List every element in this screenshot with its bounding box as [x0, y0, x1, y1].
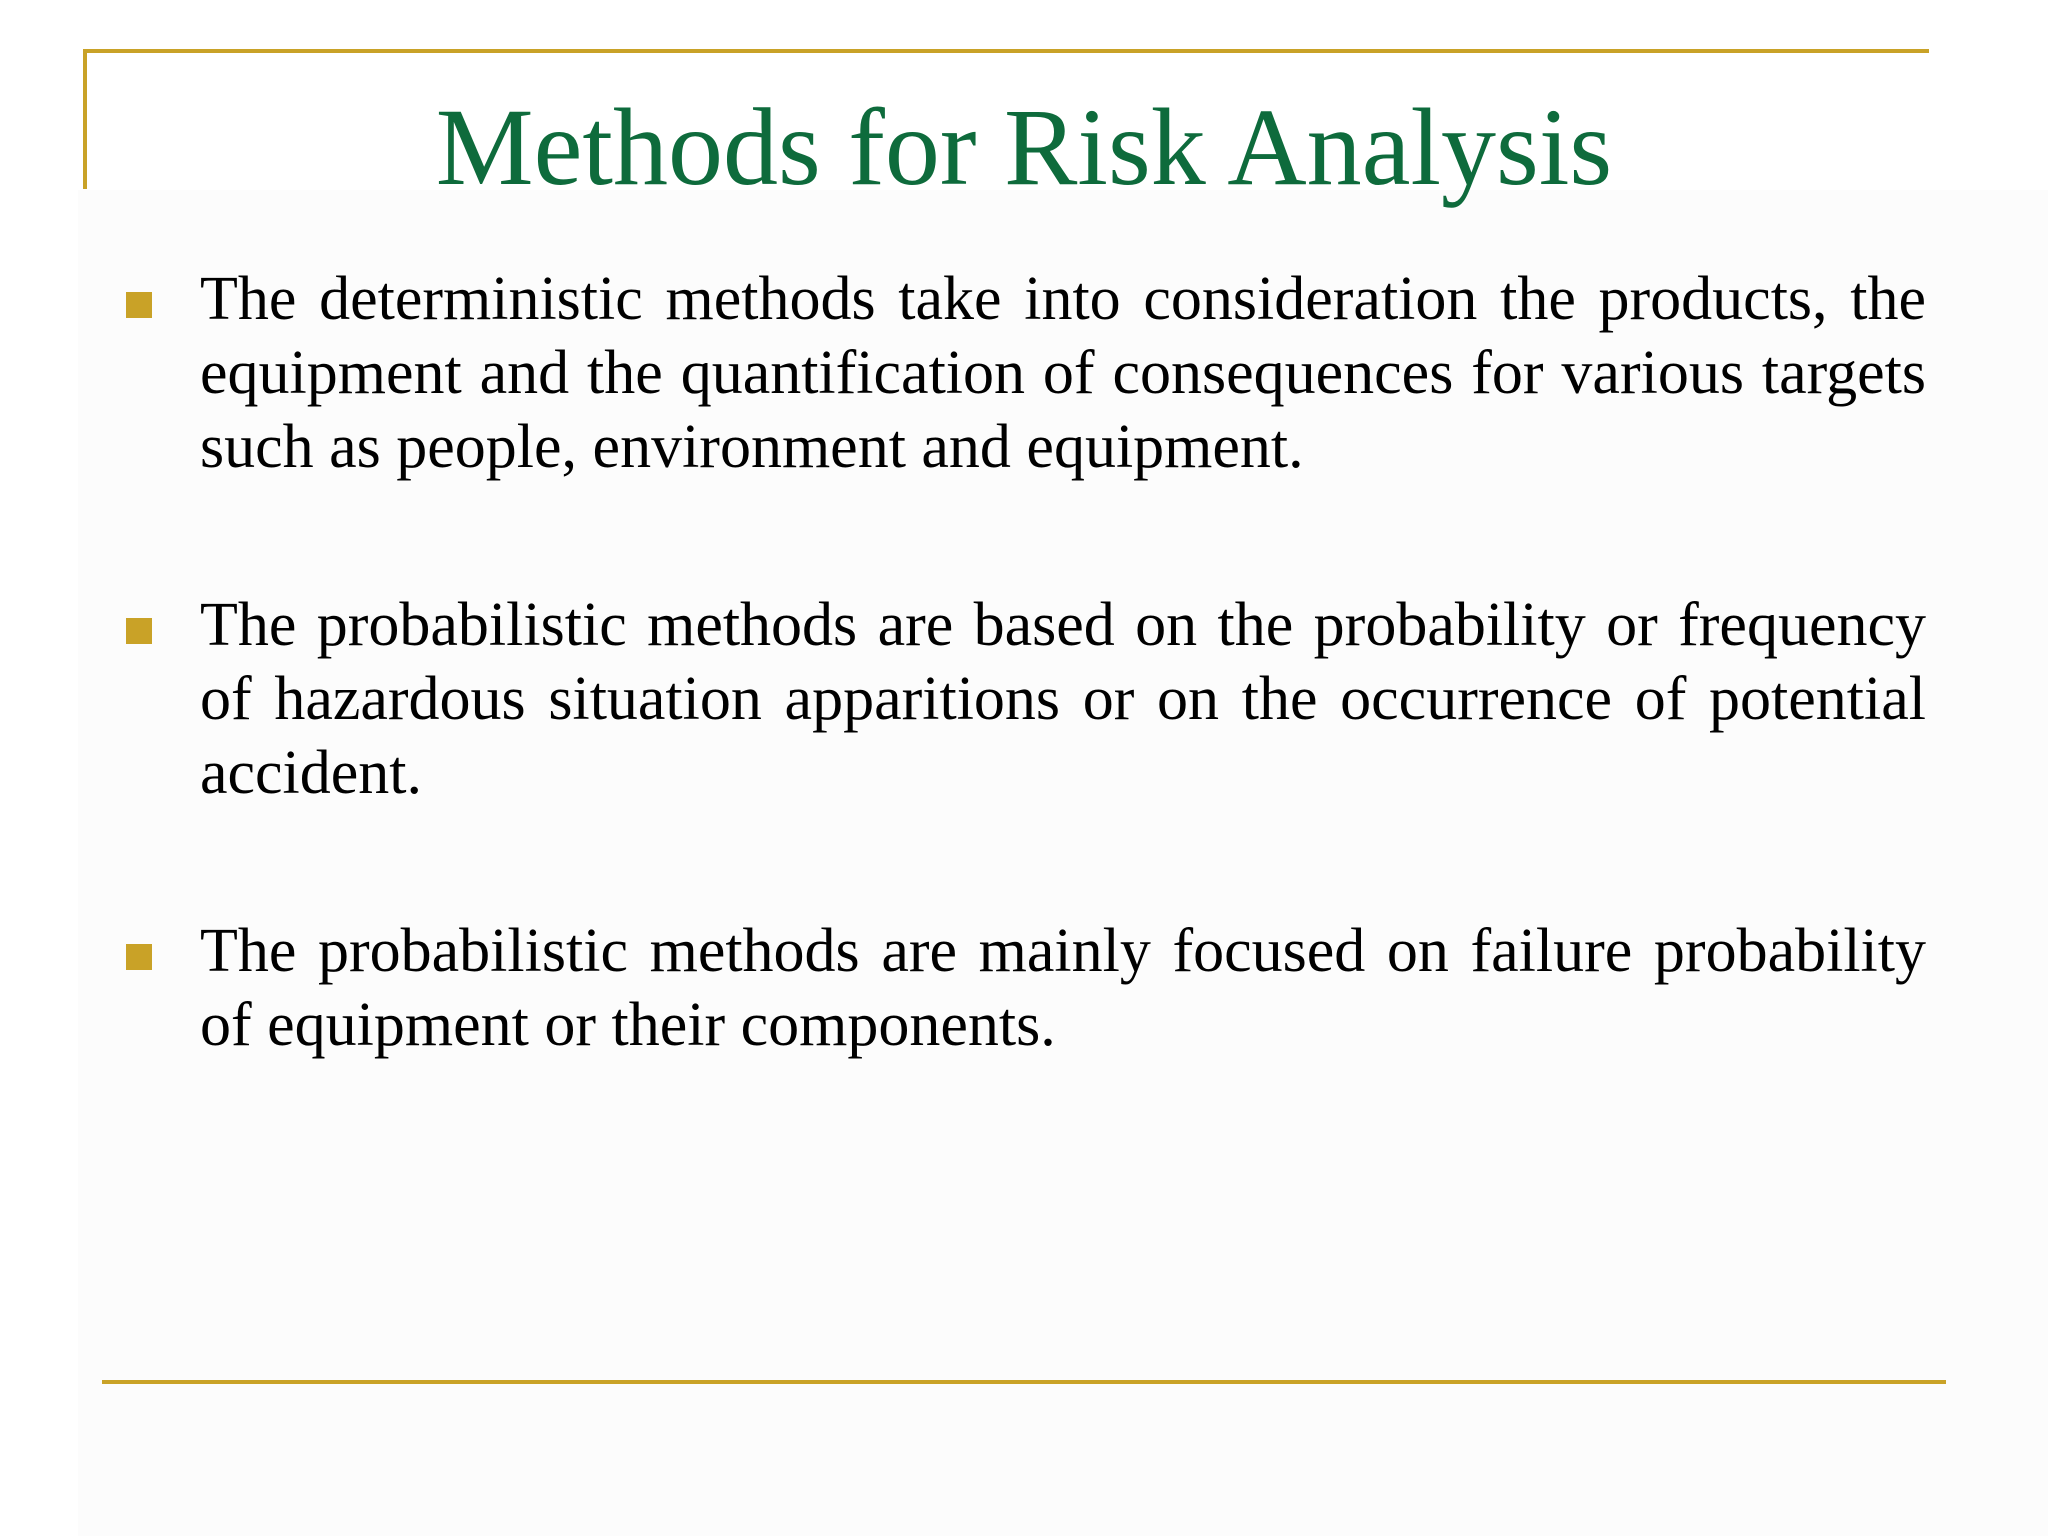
bullet-item [120, 914, 1926, 1062]
bullet-text: The probabilistic methods are based on the probability or frequency of hazardous situation apparitions or on the occurrence of potential accident. [200, 591, 1926, 807]
bullet-text: The probabilistic methods are mainly focused on failure probability of equipment or their components. [200, 917, 1926, 1059]
bullet-list [120, 262, 1926, 1062]
bullet-text: The deterministic methods take into consideration the products, the equipment and the quantification of consequences for various targets such as people, environment and equipment. [200, 265, 1926, 481]
bullet-item [120, 588, 1926, 810]
square-bullet-icon [126, 944, 152, 970]
bullet-item [120, 262, 1926, 484]
top-rule-divider [83, 49, 1929, 53]
bottom-rule-divider [102, 1380, 1946, 1384]
slide-title: Methods for Risk Analysis [435, 86, 1613, 208]
square-bullet-icon [126, 618, 152, 644]
square-bullet-icon [126, 292, 152, 318]
